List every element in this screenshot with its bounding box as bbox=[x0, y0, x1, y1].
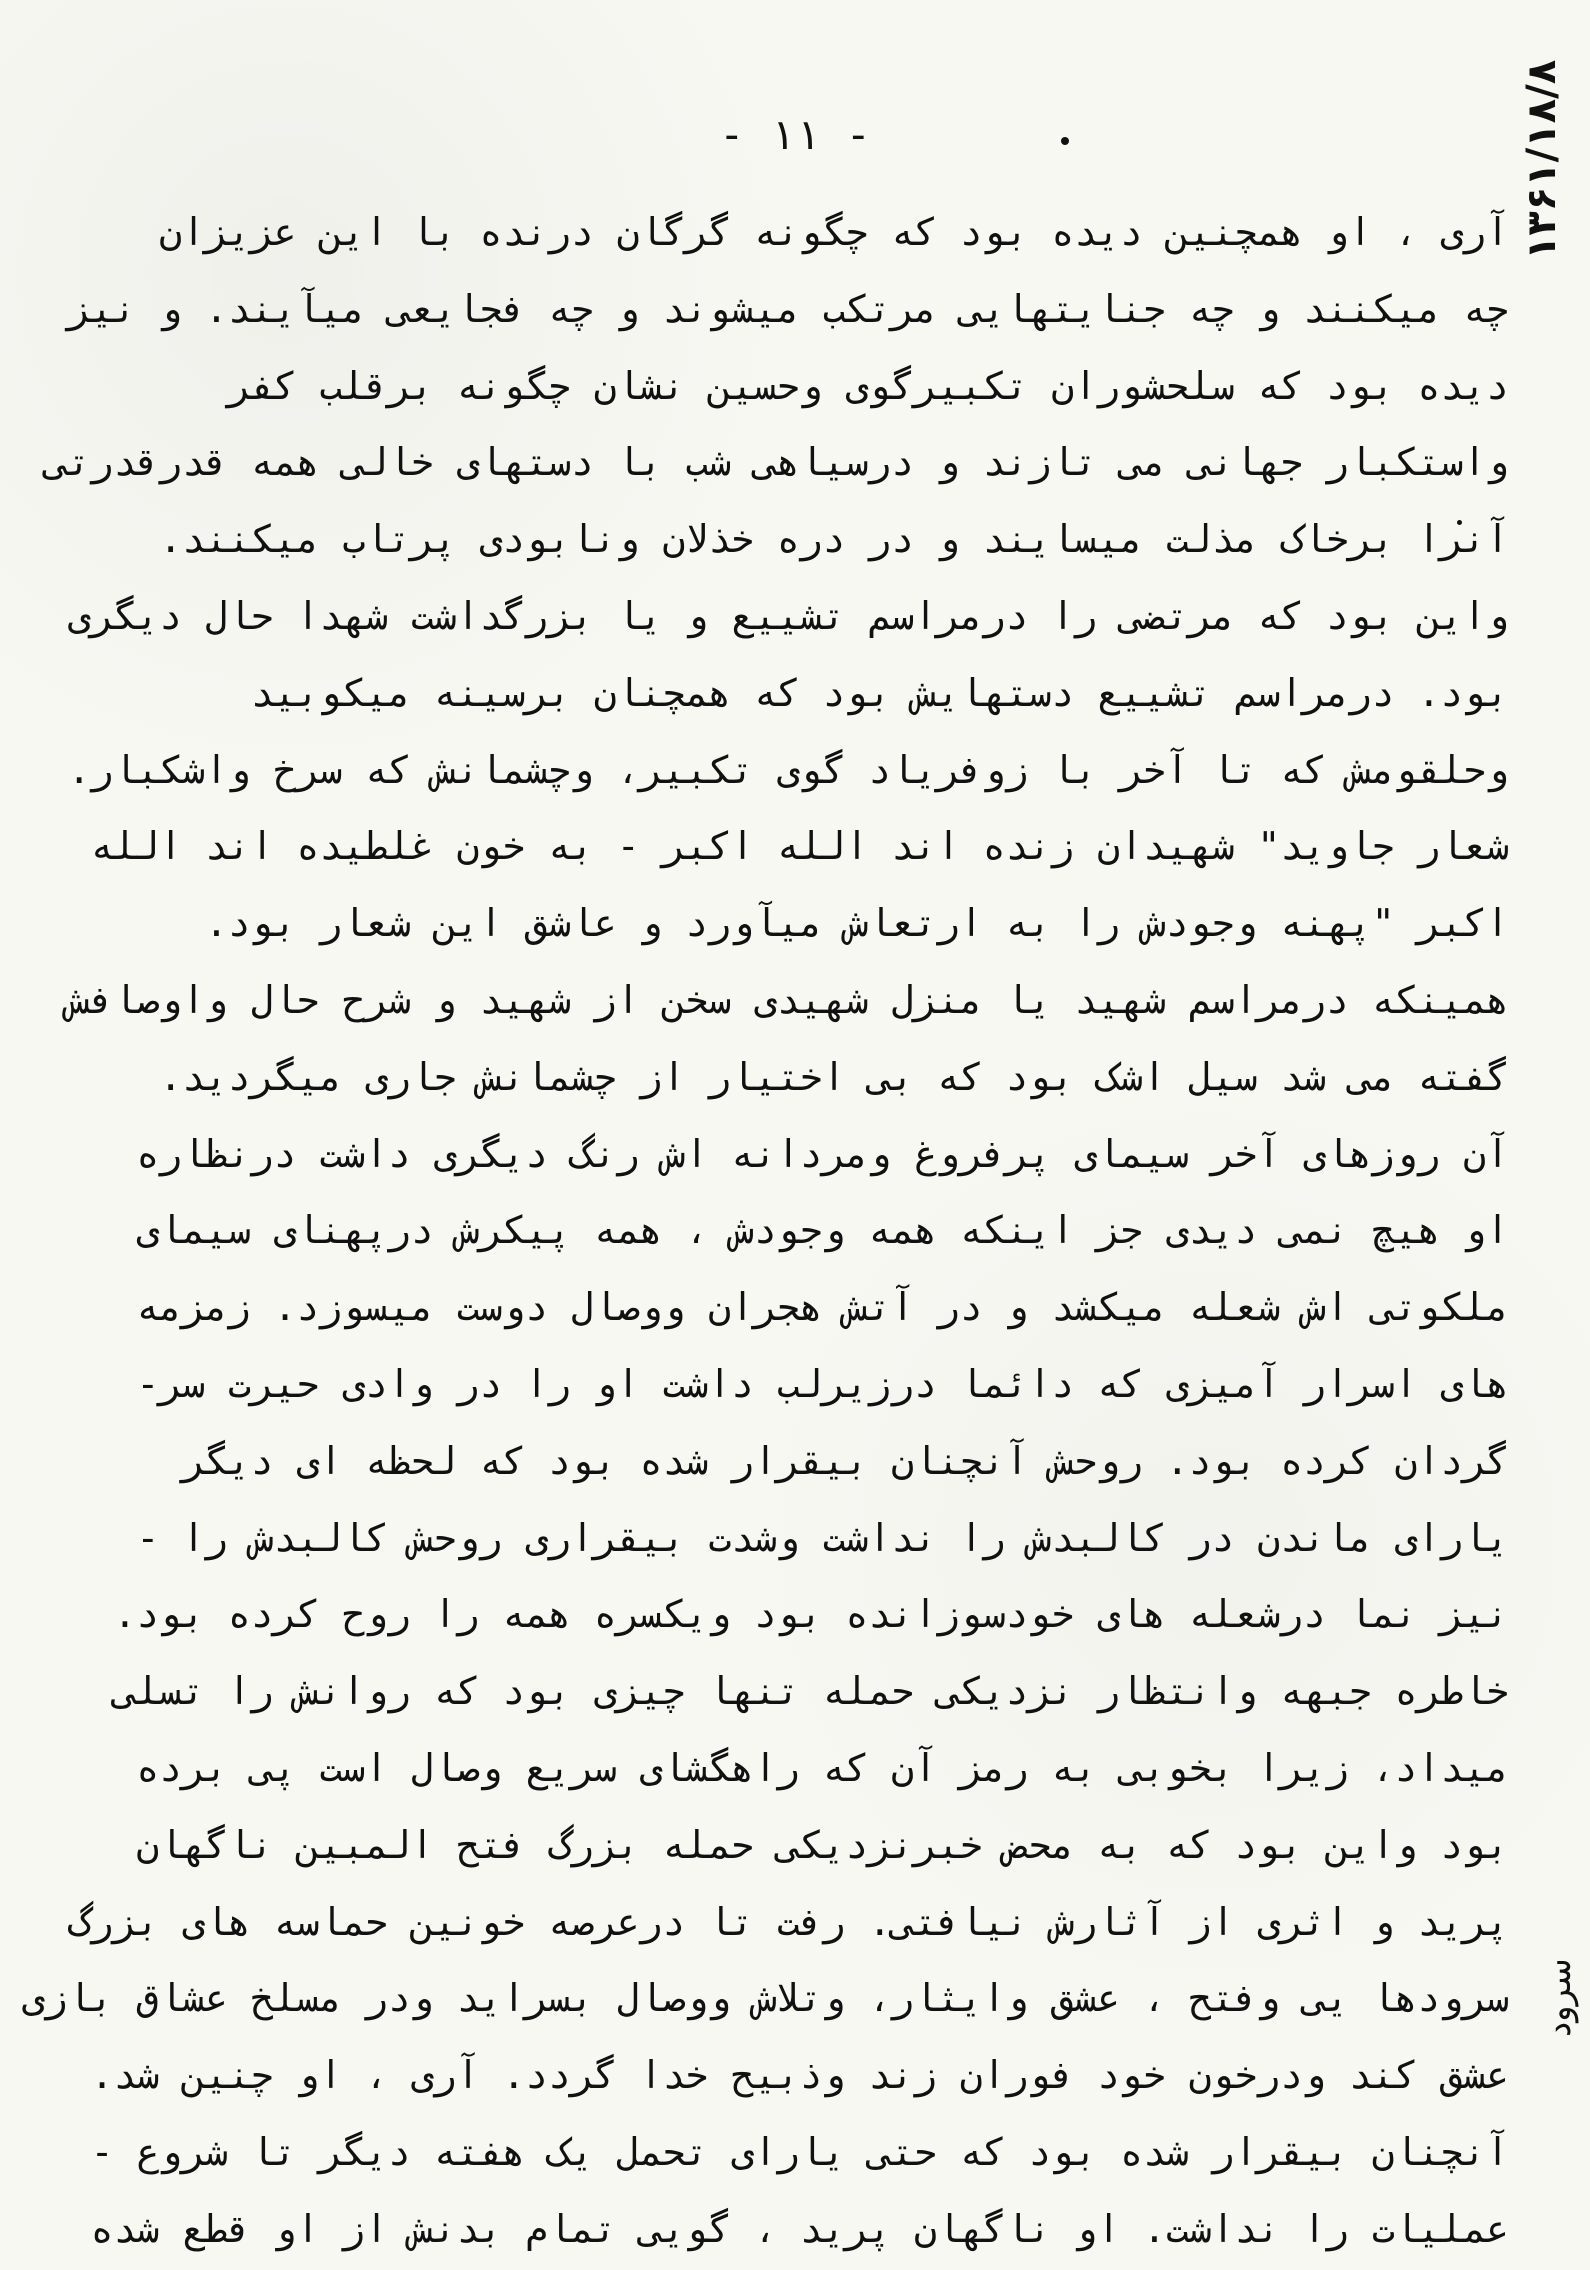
text-line-21: میداد، زیرا بخوبی به رمز آن که راهگشای سریع وصال است پی برده bbox=[136, 1745, 1509, 1790]
text-line-22: بود واین بود که به محض خبرنزدیکی حمله بزرگ فتح المبین ناگهان bbox=[136, 1822, 1509, 1867]
text-line-8: وحلقومش که تا آخر با زوفریاد گوی تکبیر، وچشمانش که سرخ واشکبار. bbox=[67, 747, 1509, 792]
text-line-6: واین بود که مرتضی را درمراسم تشییع و یا بزرگداشت شهدا حال دیگری bbox=[67, 593, 1509, 638]
text-line-4: واستکبار جهانی می تازند و درسیاهی شب با دستهای خالی همه قدرقدرتی bbox=[44, 440, 1509, 485]
text-line-15: ملکوتی اش شعله میکشد و در آتش هجران ووصال دوست میسوزد. زمزمه bbox=[136, 1285, 1509, 1330]
body-text bbox=[21, 194, 1509, 2268]
text-line-16: های اسرار آمیزی که دائما درزیرلب داشت او را در وادی حیرت سر- bbox=[136, 1361, 1509, 1406]
text-line-19: نیز نما درشعله های خودسوزانده بود ویکسره همه را روح کرده بود. bbox=[113, 1592, 1509, 1637]
text-line-20: خاطره جبهه وانتظار نزدیکی حمله تنها چیزی بود که روانش را تسلی bbox=[113, 1669, 1509, 1714]
text-line-18: یارای ماندن در کالبدش را نداشت وشدت بیقراری روحش کالبدش را - bbox=[136, 1515, 1509, 1560]
text-line-11: همینکه درمراسم شهید یا منزل شهیدی سخن از شهید و شرح حال واوصافش bbox=[67, 977, 1509, 1022]
page-number: - ۱۱ - bbox=[719, 110, 871, 159]
text-line-5: آنرا برخاک مذلت میسایند و در دره خذلان ونابودی پرتاب میکنند. bbox=[159, 517, 1509, 562]
ink-dot bbox=[1061, 137, 1069, 145]
text-line-2: چه میکنند و چه جنایتهایی مرتکب میشوند و چه فجایعی میآیند. و نیز bbox=[67, 286, 1509, 331]
text-line-23: پرید و اثری از آثارش نیافتی. رفت تا درعرصه خونین حماسه های بزرگ bbox=[67, 1899, 1509, 1944]
text-line-9: شعار جاوید" شهیدان زنده اند الله اکبر - به خون غلطیده اند الله bbox=[90, 824, 1509, 869]
text-line-7: بود. درمراسم تشییع دستهایش بود که همچنان برسینه میکوبید bbox=[250, 670, 1509, 715]
text-line-3: دیده بود که سلحشوران تکبیرگوی وحسین نشان چگونه برقلب کفر bbox=[227, 363, 1509, 408]
text-line-12: گفته می شد سیل اشک بود که بی اختیار از چشمانش جاری میگردید. bbox=[159, 1054, 1509, 1099]
text-line-27: عملیات را نداشت. او ناگهان پرید ، گویی تمام بدنش از او قطع شده bbox=[90, 2206, 1509, 2251]
text-line-13: آن روزهای آخر سیمای پرفروغ ومردانه اش رنگ دیگری داشت درنظاره bbox=[136, 1131, 1509, 1176]
text-line-17: گردان کرده بود. روحش آنچنان بیقرار شده بود که لحظه ای دیگر bbox=[182, 1438, 1509, 1483]
text-line-24: سرودها یی وفتح ، عشق وایثار، وتلاش ووصال بسراید ودر مسلخ عشاق بازی bbox=[21, 1976, 1509, 2021]
text-line-25: عشق کند ودرخون خود فوران زند وذبیح خدا گردد. آری ، او چنین شد. bbox=[90, 2053, 1509, 2098]
text-line-26: آنچنان بیقرار شده بود که حتی یارای تحمل یک هفته دیگر تا شروع - bbox=[90, 2129, 1509, 2174]
text-line-1: آری ، او همچنین دیده بود که چگونه گرگان درنده با این عزیزان bbox=[159, 210, 1509, 254]
margin-note-top: ۱۳۶۱/۱۸/۸ bbox=[1519, 59, 1565, 261]
text-line-10: اکبر "پهنه وجودش را به ارتعاش میآورد و عاشق این شعار بود. bbox=[204, 901, 1509, 946]
text-line-14: او هیچ نمی دیدی جز اینکه همه وجودش ، همه پیکرش درپهنای سیمای bbox=[136, 1208, 1509, 1253]
margin-note-side: سرود bbox=[1539, 1958, 1579, 2038]
